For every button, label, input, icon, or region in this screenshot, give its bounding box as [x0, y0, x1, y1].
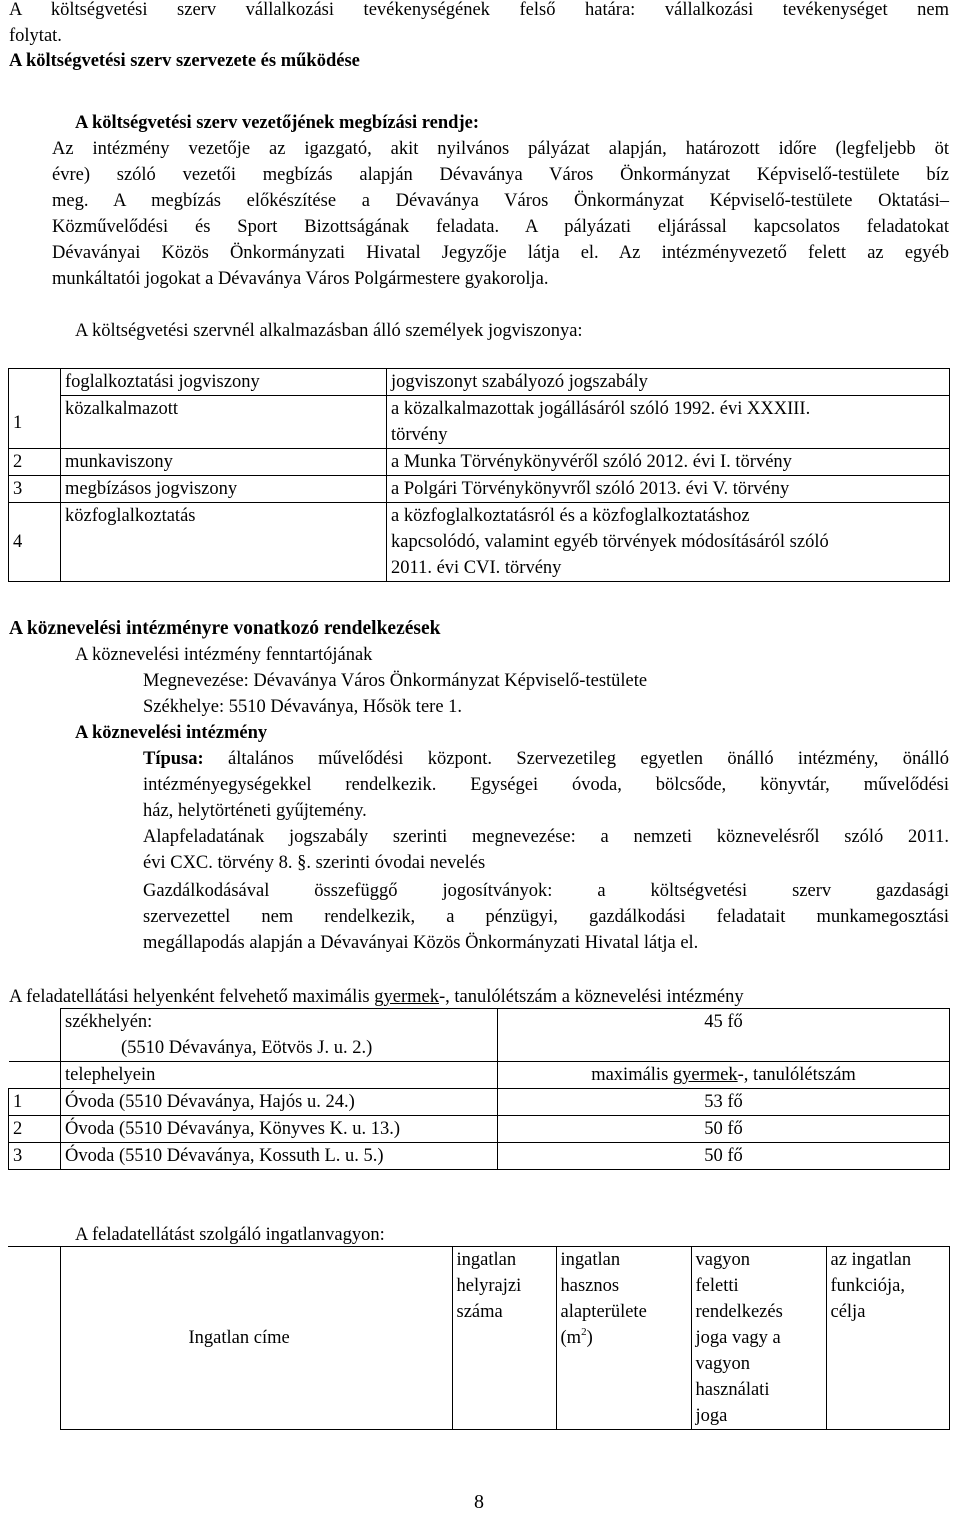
- type-line: Típusa: általános művelődési központ. Szervezetileg egyetlen önálló intézmény, önálló: [143, 749, 949, 769]
- maintainer-name: Megnevezése: Dévaványa Város Önkormányzat Képviselő-testülete: [143, 671, 648, 691]
- employment-law: a Polgári Törvénykönyvről szóló 2013. évi V. törvény: [387, 476, 950, 503]
- basic-task-line: évi CXC. törvény 8. §. szerinti óvodai nevelés: [143, 853, 486, 873]
- maintainer-label: A köznevelési intézmény fenntartójának: [75, 645, 373, 665]
- finance-line: Gazdálkodásával összefüggő jogosítványok: a költségvetési szerv gazdasági: [143, 881, 949, 901]
- capacity-heading: A feladatellátási helyenként felvehető maximális gyermek-, tanulólétszám a köznevelési intézmény: [9, 987, 744, 1007]
- site-name: Óvoda (5510 Dévaványa, Könyves K. u. 13.): [61, 1116, 498, 1143]
- table-row: [9, 1009, 950, 1062]
- table-row: [9, 476, 950, 503]
- site-name: Óvoda (5510 Dévaványa, Kossuth L. u. 5.): [61, 1143, 498, 1170]
- finance-line: megállapodás alapján a Dévaványai Közös Önkormányzati Hivatal látja el.: [143, 933, 699, 953]
- type-line: intézményegységekkel rendelkezik. Egységei óvoda, bölcsőde, könyvtár, művelődési: [143, 775, 949, 795]
- row-number: 2: [9, 1116, 61, 1143]
- property-heading: A feladatellátást szolgáló ingatlanvagyon:: [75, 1225, 385, 1245]
- site-capacity: 53 fő: [498, 1089, 950, 1116]
- column-header: foglalkoztatási jogviszony: [61, 369, 387, 396]
- type-line: ház, helytörténeti gyűjtemény.: [143, 801, 367, 821]
- page-number: 8: [474, 1491, 484, 1513]
- maintainer-seat: Székhelye: 5510 Dévaványa, Hősök tere 1.: [143, 697, 463, 717]
- table-row: [8, 1247, 950, 1430]
- row-number: 3: [9, 476, 61, 503]
- employment-type: közfoglalkoztatás: [61, 503, 387, 582]
- property-table: [8, 1246, 950, 1430]
- section-heading-public-education: A köznevelési intézményre vonatkozó rendelkezések: [9, 618, 441, 639]
- intro-line-2: folytat.: [9, 26, 62, 46]
- table-row: [9, 1143, 950, 1170]
- finance-line: szervezettel nem rendelkezik, a pénzügyi, gazdálkodási feladatait munkamegosztási: [143, 907, 949, 927]
- site-capacity: 50 fő: [498, 1116, 950, 1143]
- table-row: [9, 1116, 950, 1143]
- employment-type: megbízásos jogviszony: [61, 476, 387, 503]
- column-header-function: az ingatlan funkciója, célja: [826, 1247, 950, 1430]
- table-row: [9, 1089, 950, 1116]
- institution-heading: A köznevelési intézmény: [75, 723, 268, 743]
- sites-column-header: maximális gyermek-, tanulólétszám: [498, 1062, 950, 1089]
- basic-task-line: Alapfeladatának jogszabály szerinti megnevezése: a nemzeti köznevelésről szóló 2011.: [143, 827, 949, 847]
- employment-law: a közfoglalkoztatásról és a közfoglalkoztatáshoz kapcsolódó, valamint egyéb törvények módosításáról szóló 2011. évi CVI. törvény: [387, 503, 950, 582]
- table-row: [9, 369, 950, 396]
- column-header-rights: vagyon feletti rendelkezés joga vagy a vagyon használati joga: [691, 1247, 826, 1430]
- table-row: [9, 449, 950, 476]
- employment-law: a Munka Törvénykönyvéről szóló 2012. évi I. törvény: [387, 449, 950, 476]
- para-line: Közművelődési és Sport Bizottságának feladata. A pályázati eljárással kapcsolatos feladatokat: [52, 217, 949, 237]
- site-capacity: 50 fő: [498, 1143, 950, 1170]
- subheading-appointment: A költségvetési szerv vezetőjének megbízási rendje:: [75, 113, 479, 133]
- table-row: [9, 396, 950, 449]
- employment-type: munkaviszony: [61, 449, 387, 476]
- table-row: [9, 1062, 950, 1089]
- site-name: Óvoda (5510 Dévaványa, Hajós u. 24.): [61, 1089, 498, 1116]
- row-number: 4: [9, 503, 61, 582]
- section-heading-organization: A költségvetési szerv szervezete és működése: [9, 51, 360, 71]
- table-row: [9, 503, 950, 582]
- para-line: Dévaványai Közös Önkormányzati Hivatal Jegyzője látja el. Az intézményvezető felett az egyéb: [52, 243, 949, 263]
- row-number: 1: [9, 369, 61, 449]
- seat-cell: székhelyén: (5510 Dévaványa, Eötvös J. u. 2.): [61, 1009, 498, 1062]
- employment-table: [8, 368, 950, 582]
- employment-heading: A költségvetési szervnél alkalmazásban álló személyek jogviszonya:: [75, 321, 583, 341]
- column-header-address: Ingatlan címe: [60, 1247, 452, 1430]
- column-header-area: ingatlan hasznos alapterülete $(m^2)$: [556, 1247, 691, 1430]
- row-number: 3: [9, 1143, 61, 1170]
- employment-law: a közalkalmazottak jogállásáról szóló 1992. évi XXXIII. törvény: [387, 396, 950, 449]
- row-number: 1: [9, 1089, 61, 1116]
- para-line: meg. A megbízás előkészítése a Dévaványa Város Önkormányzat Képviselő-testülete Oktatási–: [52, 191, 949, 211]
- column-header-parcel: ingatlan helyrajzi száma: [452, 1247, 556, 1430]
- column-header: jogviszonyt szabályozó jogszabály: [387, 369, 950, 396]
- para-line: munkáltatói jogokat a Dévaványa Város Polgármestere gyakorolja.: [52, 269, 549, 289]
- row-number: 2: [9, 449, 61, 476]
- para-line: Az intézmény vezetője az igazgató, akit nyilvános pályázat alapján, határozott időre (legfeljebb öt: [52, 139, 949, 159]
- para-line: évre) szóló vezetői megbízás alapján Dévaványa Város Önkormányzat Képviselő-testülete bíz: [52, 165, 949, 185]
- intro-line-1: A költségvetési szerv vállalkozási tevékenységének felső határa: vállalkozási tevékenységet nem: [9, 0, 949, 20]
- capacity-table: [8, 1008, 950, 1170]
- sites-label: telephelyein: [61, 1062, 498, 1089]
- employment-type: közalkalmazott: [61, 396, 387, 449]
- seat-capacity: 45 fő: [498, 1009, 950, 1062]
